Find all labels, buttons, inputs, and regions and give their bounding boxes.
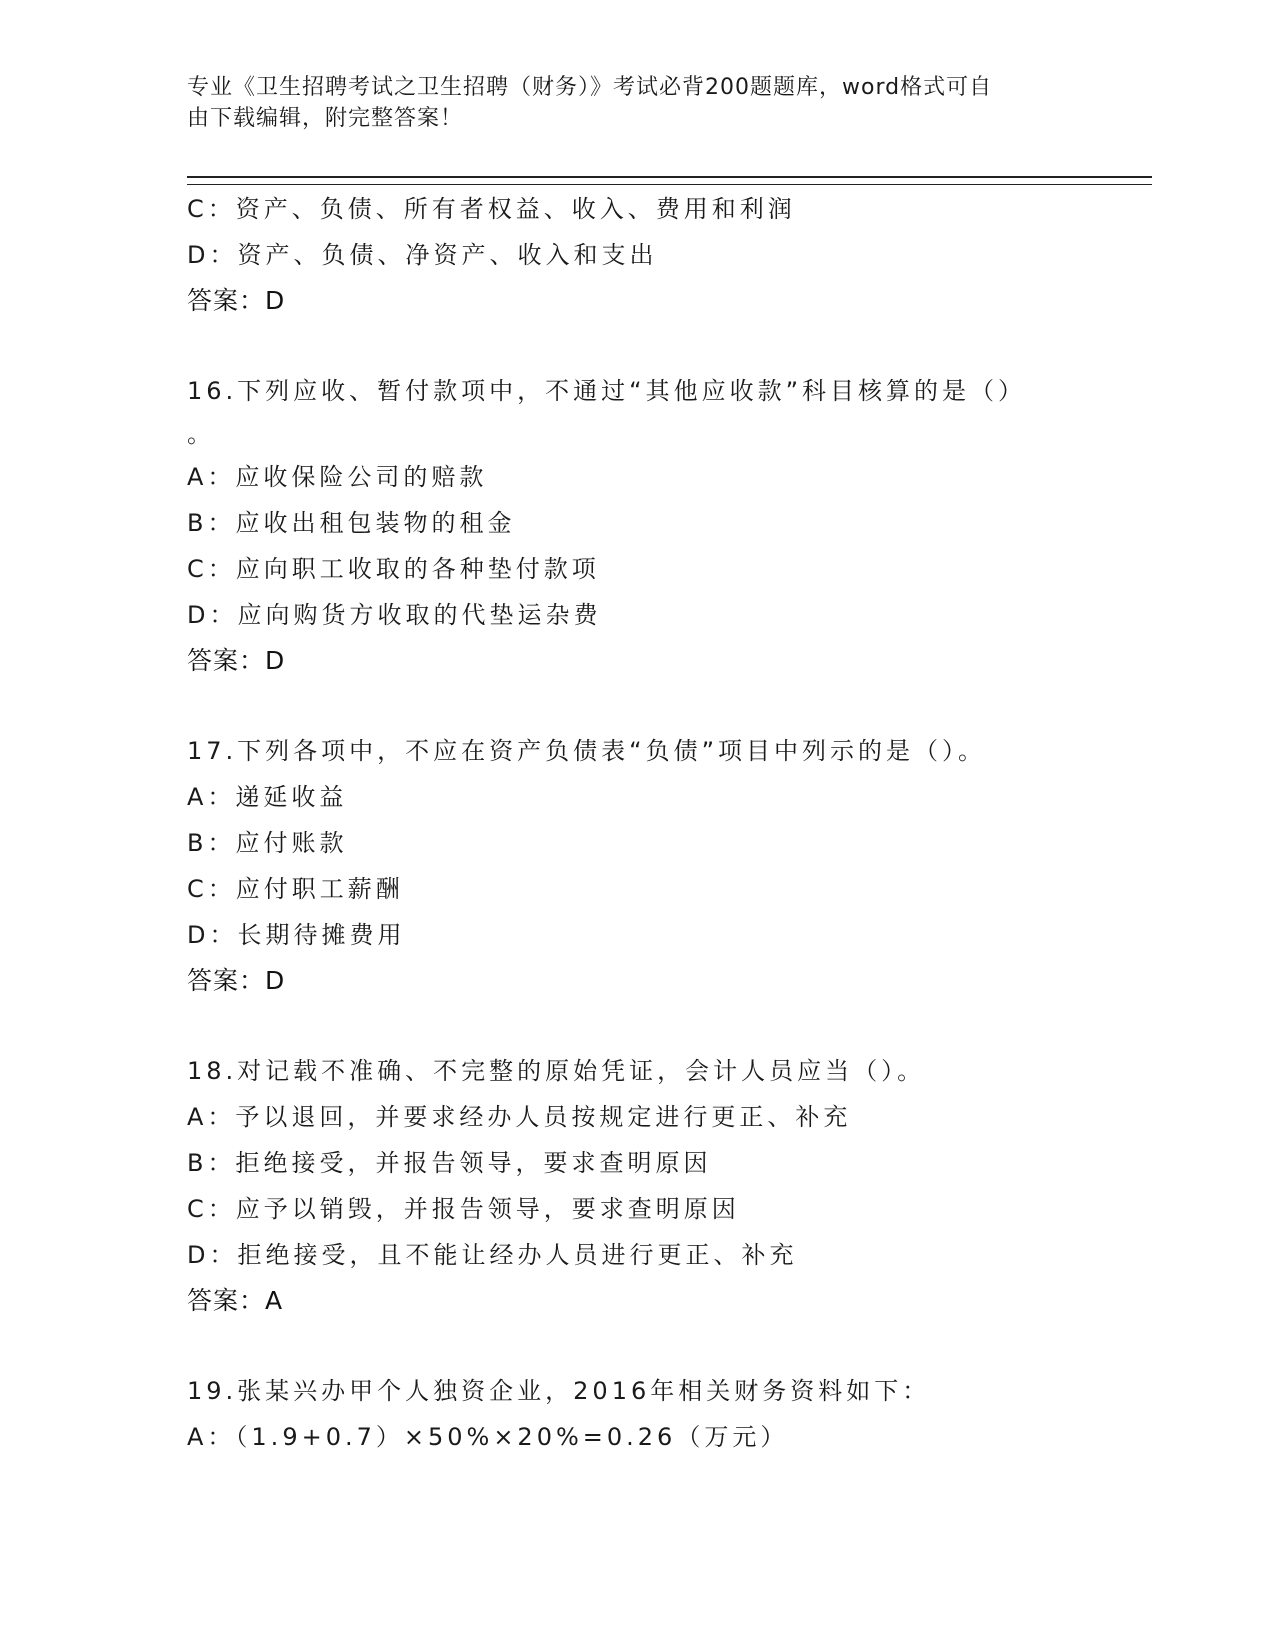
q17-option-d: D：长期待摊费用: [187, 921, 406, 949]
q18-option-c: C：应予以销毁，并报告领导，要求查明原因: [187, 1195, 740, 1223]
q19-option-a: A：（1.9+0.7）×50%×20%=0.26（万元）: [187, 1423, 789, 1451]
q18-option-a: A：予以退回，并要求经办人员按规定进行更正、补充: [187, 1103, 852, 1131]
document-header: [187, 72, 1067, 134]
spacer: [187, 324, 1137, 368]
q16-stem-continuation: 。: [187, 420, 215, 448]
q17-answer: 答案：D: [187, 966, 286, 995]
q16-option-a: A：应收保险公司的赔款: [187, 463, 488, 491]
q16-option-b: B：应收出租包装物的租金: [187, 509, 516, 537]
q17-option-c: C：应付职工薪酬: [187, 875, 404, 903]
prev-option-d: D：资产、负债、净资产、收入和支出: [187, 241, 658, 269]
q18-answer: 答案：A: [187, 1286, 284, 1315]
spacer: [187, 684, 1137, 728]
q18-option-d: D：拒绝接受，且不能让经办人员进行更正、补充: [187, 1241, 798, 1269]
q17-option-a: A：递延收益: [187, 783, 348, 811]
prev-answer: 答案：D: [187, 286, 286, 315]
q19-stem: 19.张某兴办甲个人独资企业，2016年相关财务资料如下：: [187, 1377, 931, 1405]
spacer: [187, 1324, 1137, 1368]
header-line-1: 专业《卫生招聘考试之卫生招聘（财务）》考试必背200题题库，word格式可自: [187, 75, 993, 100]
q17-option-b: B：应付账款: [187, 829, 348, 857]
prev-option-c: C：资产、负债、所有者权益、收入、费用和利润: [187, 195, 796, 223]
question-list: [187, 186, 1137, 1460]
q16-answer: 答案：D: [187, 646, 286, 675]
q18-stem: 18.对记载不准确、不完整的原始凭证，会计人员应当（）。: [187, 1057, 926, 1085]
q16-option-c: C：应向职工收取的各种垫付款项: [187, 555, 600, 583]
header-line-2: 由下载编辑，附完整答案！: [187, 106, 464, 131]
q17-stem: 17.下列各项中，不应在资产负债表“负债”项目中列示的是（）。: [187, 737, 987, 765]
q18-option-b: B：拒绝接受，并报告领导，要求查明原因: [187, 1149, 712, 1177]
q16-option-d: D：应向购货方收取的代垫运杂费: [187, 601, 602, 629]
q16-stem: 16.下列应收、暂付款项中，不通过“其他应收款”科目核算的是（）: [187, 377, 1027, 405]
spacer: [187, 1004, 1137, 1048]
header-divider: [187, 176, 1152, 185]
